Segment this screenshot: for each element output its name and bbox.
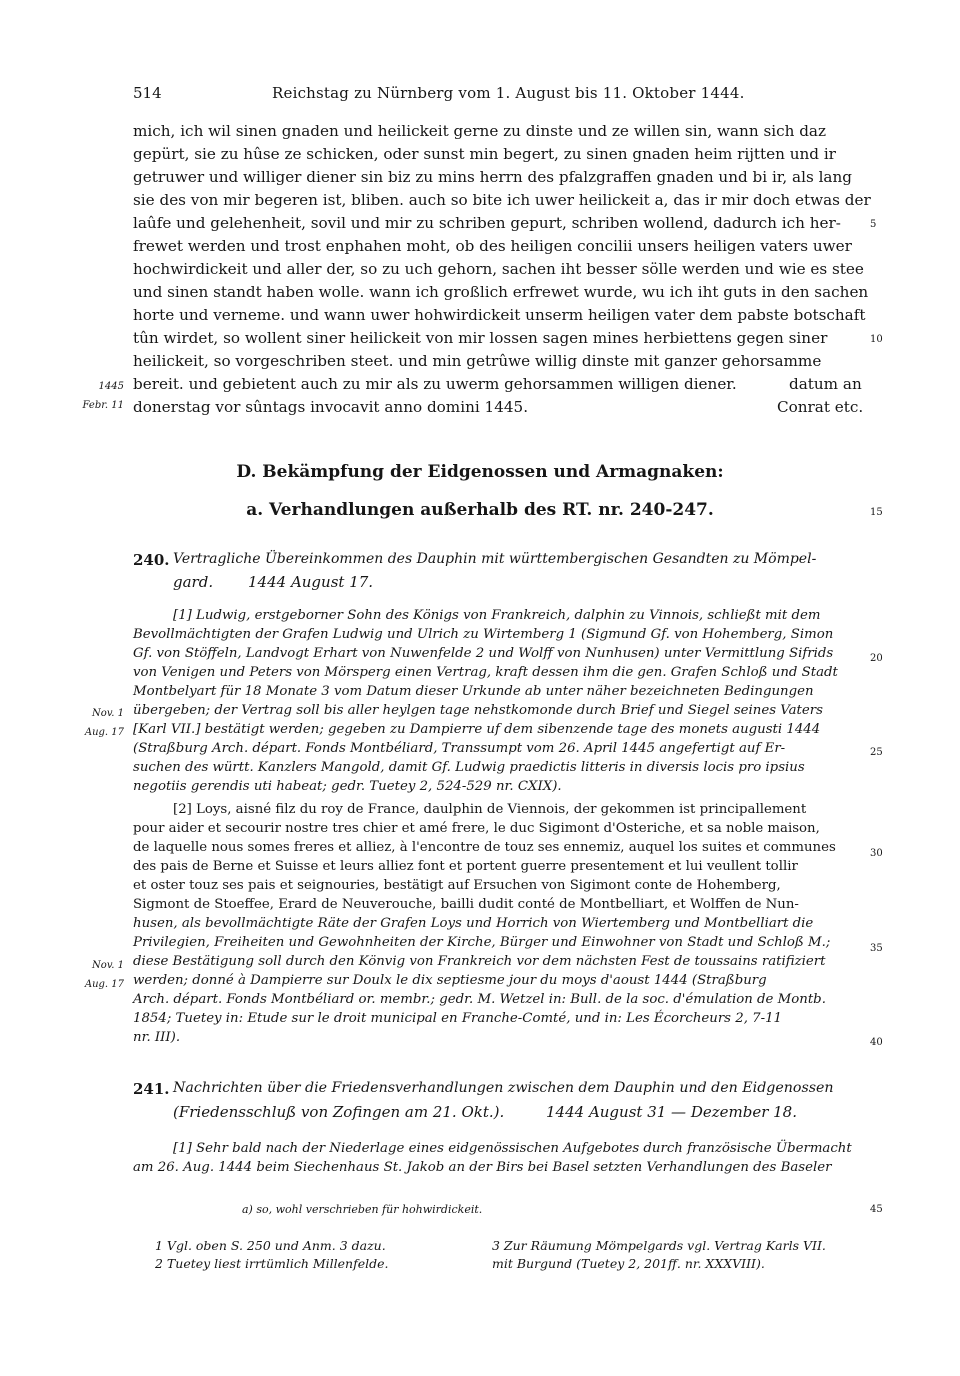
line-number: 30 (870, 848, 883, 859)
doc-number: 241. (133, 1080, 170, 1098)
text-line: von Venigen und Peters von Mörsperg einen Vertrag, kraft dessen ihm die gen. Grafen Schloß und Stadt (133, 665, 838, 680)
letter-line: donerstag vor sûntags invocavit anno domini 1445. (133, 398, 529, 416)
margin-date: 1445 (98, 381, 124, 392)
doc-paragraph (133, 1141, 868, 1181)
text-line: [1] Sehr bald nach der Niederlage eines eidgenössischen Aufgebotes durch französische Übermacht (173, 1141, 852, 1156)
signature: Conrat etc. (777, 398, 864, 416)
text-line: (Straßburg Arch. départ. Fonds Montbéliard, Transsumpt vom 26. April 1445 angefertigt auf Er- (133, 741, 786, 756)
line-number: 40 (870, 1037, 883, 1048)
section-subtitle: a. Verhandlungen außerhalb des RT. nr. 240-247. (246, 500, 714, 520)
text-line: husen, als bevollmächtigte Räte der Grafen Loys und Horrich von Wiertemberg und Montbelliart die (133, 916, 814, 931)
doc-title: gard. (173, 573, 214, 591)
text-line: et oster touz ses pais et seignouries, bestätigt auf Ersuchen von Sigimont conte de Hohemberg, (133, 878, 781, 893)
line-number: 15 (870, 507, 883, 518)
margin-date: Aug. 17 (84, 979, 124, 990)
letter-line: heilickeit, so vorgeschriben steet. und min getrûwe willig dinste mit ganzer gehorsamme (133, 352, 822, 370)
doc-title: (Friedensschluß von Zofingen am 21. Okt.). (173, 1103, 505, 1121)
line-number: 5 (870, 219, 877, 230)
doc-date: 1444 August 31 — Dezember 18. (546, 1103, 797, 1121)
line-number: 20 (870, 653, 883, 664)
running-title: Reichstag zu Nürnberg vom 1. August bis 11. Oktober 1444. (272, 84, 745, 102)
text-line: nr. III). (133, 1030, 181, 1045)
text-line: werden; donné à Dampierre sur Doulx le dix septiesme jour du moys d'aoust 1444 (Straßburg (133, 973, 767, 988)
letter-line: horte und verneme. und wann uwer hohwirdickeit unserm heiligen vater dem pabste botschaft (133, 306, 866, 324)
text-line: am 26. Aug. 1444 beim Siechenhaus St. Jakob an der Birs bei Basel setzten Verhandlungen des Baseler (133, 1160, 832, 1175)
doc-title: Vertragliche Übereinkommen des Dauphin mit württembergischen Gesandten zu Mömpel- (173, 551, 817, 567)
text-line: Sigmont de Stoeffee, Erard de Neuverouche, bailli dudit conté de Montbelliart, et Wolffen de Nun- (133, 897, 799, 912)
line-number: 45 (870, 1204, 883, 1215)
margin-date: Febr. 11 (82, 400, 124, 411)
text-line: 1854; Tuetey in: Etude sur le droit municipal en Franche-Comté, und in: Les Écorcheurs 2, 7-11 (133, 1011, 783, 1026)
letter-line: bereit. und gebietent auch zu mir als zu uwerm gehorsammen willigen diener. (133, 375, 737, 393)
letter-line: laûfe und gelehenheit, sovil und mir zu schriben gepurt, schriben wollend, dadurch ich her- (133, 214, 841, 232)
text-line: Gf. von Stöffeln, Landvogt Erhart von Nuwenfelde 2 und Wolff von Nunhusen) unter Vermittlung Sifrids (133, 646, 834, 661)
text-line: [2] Loys, aisné filz du roy de France, daulphin de Viennois, der gekommen ist principallement (173, 802, 807, 817)
doc-paragraph (133, 608, 868, 798)
text-line: diese Bestätigung soll durch den Könvig von Frankreich vor dem nächsten Fest de toussains ratifiziert (133, 954, 826, 969)
doc-paragraph (133, 802, 868, 1052)
text-line: übergeben; der Vertrag soll bis aller heylgen tage nehstkomonde durch Brief und Siegel seines Vaters (133, 703, 823, 718)
doc-date: 1444 August 17. (248, 573, 374, 591)
letter-line: mich, ich wil sinen gnaden und heilickeit gerne zu dinste und ze willen sin, wann sich daz (133, 122, 826, 140)
footnote: 1 Vgl. oben S. 250 und Anm. 3 dazu. (155, 1238, 386, 1253)
text-line: Arch. départ. Fonds Montbéliard or. membr.; gedr. M. Wetzel in: Bull. de la soc. d'émulation de Montb. (133, 992, 826, 1007)
text-line: [Karl VII.] bestätigt werden; gegeben zu Dampierre uf dem sibenzende tage des monets augusti 1444 (133, 722, 821, 737)
margin-date: Nov. 1 (92, 708, 124, 719)
letter-line: gepürt, sie zu hûse ze schicken, oder sunst min begert, zu sinen gnaden heim rijtten und ir (133, 145, 836, 163)
page-number: 514 (133, 84, 162, 102)
footnote: 3 Zur Räumung Mömpelgards vgl. Vertrag Karls VII. (492, 1238, 826, 1253)
letter-line: und sinen standt haben wolle. wann ich großlich erfrewet wurde, wu ich iht guts in den sachen (133, 283, 869, 301)
text-line: pour aider et secourir nostre tres chier et amé frere, le duc Sigimont d'Osteriche, et sa noble maison, (133, 821, 820, 836)
letter-line: getruwer und williger diener sin biz zu mins herrn des pfalzgraffen gnaden und bi ir, als lang (133, 168, 852, 186)
text-line: suchen des württ. Kanzlers Mangold, damit Gf. Ludwig praedictis litteris in diversis locis pro ipsius (133, 760, 805, 775)
apparatus-note: a) so, wohl verschrieben für hohwirdickeit. (242, 1203, 483, 1216)
letter-line: sie des von mir begeren ist, bliben. auch so bite ich uwer heilickeit a, das ir mir doch etwas der (133, 191, 871, 209)
text-line: des pais de Berne et Suisse et leurs alliez font et portent guerre presentement et lui veullent tollir (133, 859, 798, 874)
doc-title: Nachrichten über die Friedensverhandlungen zwischen dem Dauphin und den Eidgenossen (173, 1080, 834, 1096)
doc-number: 240. (133, 551, 170, 569)
margin-date: Nov. 1 (92, 960, 124, 971)
text-line: negotiis gerendis uti habeat; gedr. Tuetey 2, 524-529 nr. CXIX). (133, 779, 562, 794)
line-number: 10 (870, 334, 883, 345)
datum-text: datum an (789, 375, 862, 393)
line-number: 35 (870, 943, 883, 954)
letter-line: hochwirdickeit und aller der, so zu uch gehorn, sachen iht besser sölle werden und wie es stee (133, 260, 864, 278)
footnote: mit Burgund (Tuetey 2, 201ff. nr. XXXVIII). (492, 1256, 765, 1271)
text-line: Montbelyart für 18 Monate 3 vom Datum dieser Urkunde ab unter näher bezeichneten Bedingungen (133, 684, 814, 699)
line-number: 25 (870, 747, 883, 758)
footnote: 2 Tuetey liest irrtümlich Millenfelde. (155, 1256, 389, 1271)
text-line: [1] Ludwig, erstgeborner Sohn des Königs von Frankreich, dalphin zu Vinnois, schließt mit dem (173, 608, 821, 623)
text-line: de laquelle nous somes freres et alliez, à l'encontre de touz ses ennemiz, auquel los suites et communes (133, 840, 836, 855)
margin-date: Aug. 17 (84, 727, 124, 738)
letter-line: tûn wirdet, so wollent siner heilickeit von mir lossen sagen mines herbiettens gegen siner (133, 329, 828, 347)
letter-text (133, 122, 871, 422)
text-line: Privilegien, Freiheiten und Gewohnheiten der Kirche, Bürger und Einwohner von Stadt und Schloß M.; (133, 935, 831, 950)
text-line: Bevollmächtigten der Grafen Ludwig und Ulrich zu Wirtemberg 1 (Sigmund Gf. von Hohemberg, Simon (133, 627, 834, 642)
letter-line: frewet werden und trost enphahen moht, ob des heiligen concilii unsers heiligen vaters uwer (133, 237, 852, 255)
section-title: D. Bekämpfung der Eidgenossen und Armagnaken: (236, 462, 724, 482)
